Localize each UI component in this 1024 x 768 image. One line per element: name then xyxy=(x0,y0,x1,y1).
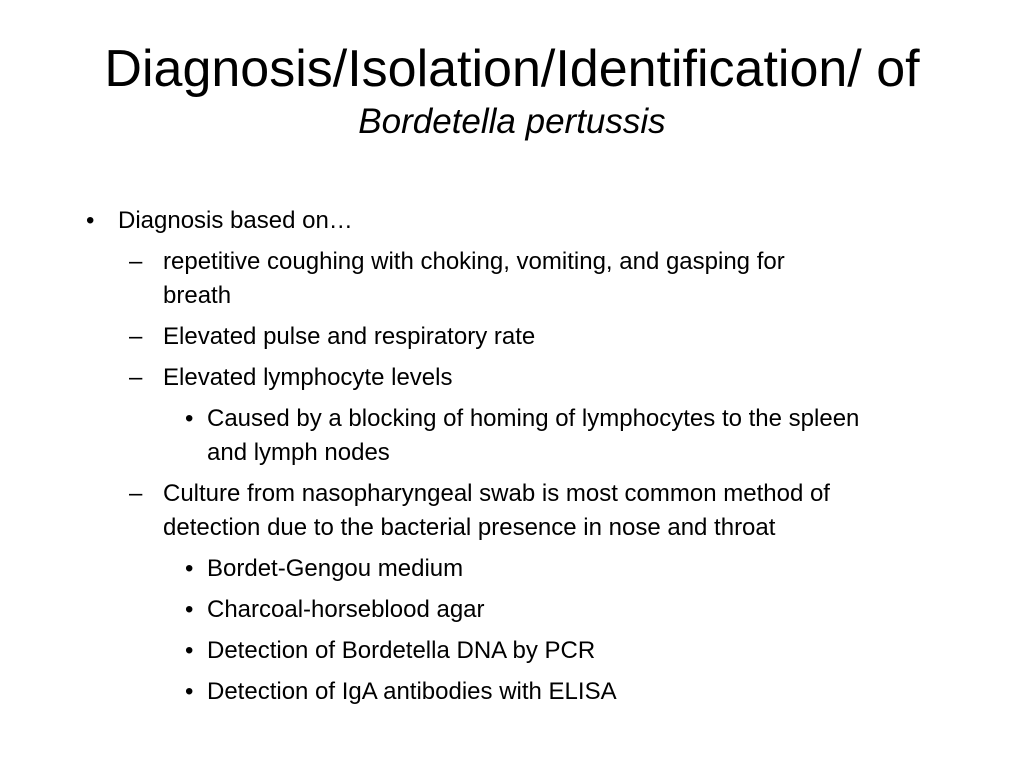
sub-sub-bullet-blocking-line1: Caused by a blocking of homing of lymphocytes to the spleen xyxy=(207,405,860,432)
sub-sub-bullet-elisa: Detection of IgA antibodies with ELISA xyxy=(207,678,617,705)
sub-bullet-lymphocyte: Elevated lymphocyte levels xyxy=(163,364,453,391)
sub-sub-bullet-blocking-line2: and lymph nodes xyxy=(207,439,390,466)
bullet-marker-pcr: • xyxy=(185,637,194,664)
sub-sub-bullet-charcoal: Charcoal-horseblood agar xyxy=(207,596,485,623)
bullet-marker-elisa: • xyxy=(185,678,194,705)
dash-marker-pulse: – xyxy=(129,323,143,350)
sub-bullet-pulse: Elevated pulse and respiratory rate xyxy=(163,323,536,350)
dash-marker-culture: – xyxy=(129,480,143,507)
bullet-marker-level1: • xyxy=(86,207,95,234)
dash-marker-lymphocyte: – xyxy=(129,364,143,391)
sub-bullet-culture-line1: Culture from nasopharyngeal swab is most common method of xyxy=(163,480,830,507)
title-line-2-organism: Bordetella pertussis xyxy=(358,102,666,141)
sub-sub-bullet-bordet: Bordet-Gengou medium xyxy=(207,555,464,582)
sub-bullet-culture-line2: detection due to the bacterial presence in nose and throat xyxy=(163,514,776,541)
title-line-1: Diagnosis/Isolation/Identification/ of xyxy=(104,40,920,98)
sub-sub-bullet-pcr: Detection of Bordetella DNA by PCR xyxy=(207,637,596,664)
sub-bullet-coughing-line1: repetitive coughing with choking, vomiting, and gasping for xyxy=(163,248,785,275)
slide-title xyxy=(0,38,1024,144)
bullet-diagnosis-based-on: Diagnosis based on… xyxy=(118,207,353,234)
bullet-marker-blocking: • xyxy=(185,405,194,432)
dash-marker-coughing: – xyxy=(129,248,143,275)
bullet-marker-bordet: • xyxy=(185,555,194,582)
sub-bullet-coughing-line2: breath xyxy=(163,282,232,309)
bullet-marker-charcoal: • xyxy=(185,596,194,623)
